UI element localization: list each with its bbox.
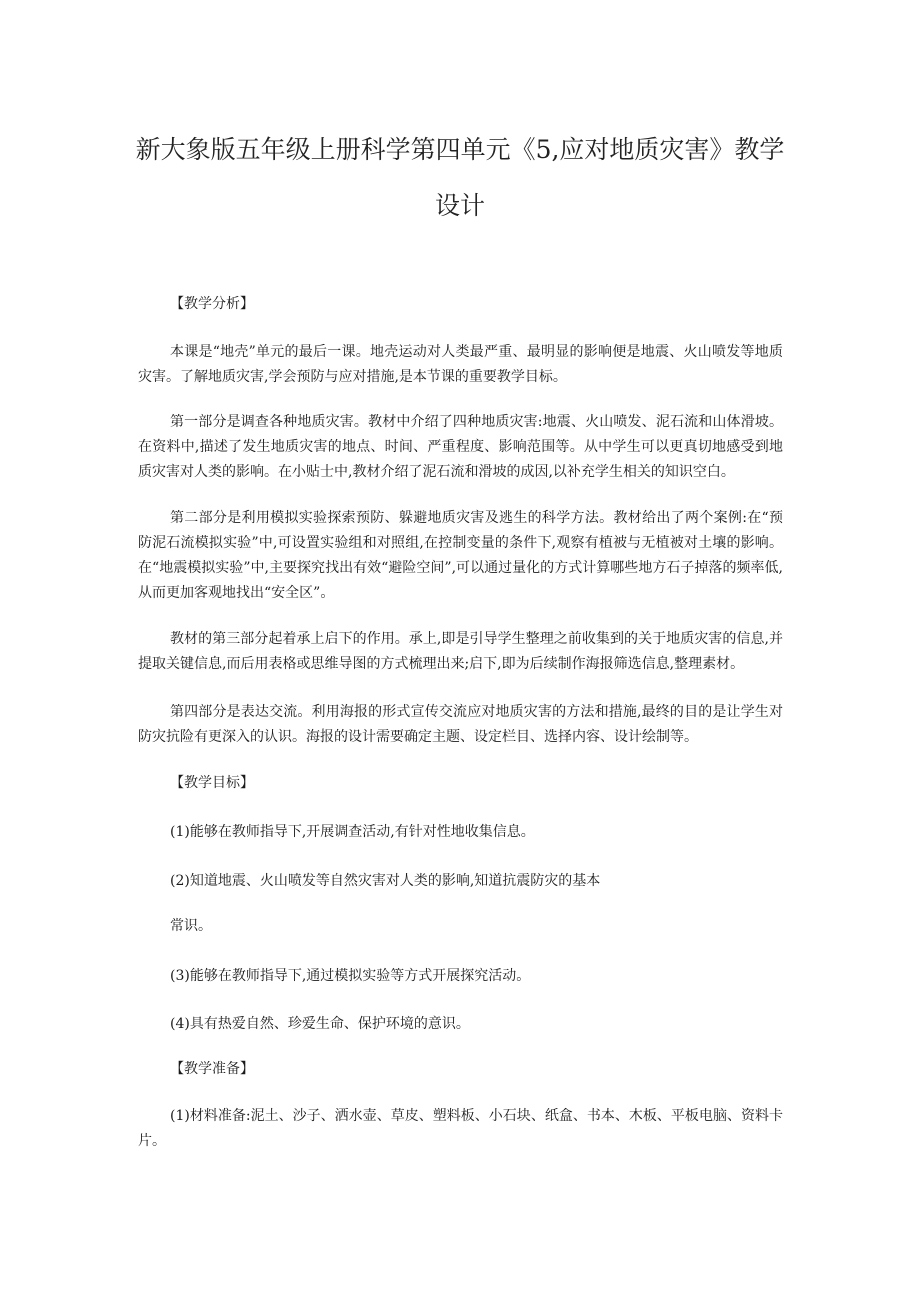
section-heading-preparation: 【教学准备】: [170, 1061, 254, 1077]
analysis-paragraph-2: 第一部分是调查各种地质灾害。教材中介绍了四种地质灾害:地震、火山喷发、泥石流和山体滑坡。在资料中,描述了发生地质灾害的地点、时间、严重程度、影响范围等。从中学生可以更真切地感受到地质灾害对人类的影响。在小贴士中,教材介绍了泥石流和滑坡的成因,以补充学生相关的知识空白。: [138, 414, 783, 480]
objective-item-3: (3)能够在教师指导下,通过模拟实验等方式开展探究活动。: [170, 968, 531, 984]
preparation-item-1: (1)材料准备:泥土、沙子、洒水壶、草皮、塑料板、小石块、纸盒、书本、木板、平板电脑、资料卡片。: [138, 1108, 783, 1149]
analysis-paragraph-5: 第四部分是表达交流。利用海报的形式宣传交流应对地质灾害的方法和措施,最终的目的是让学生对防灾抗险有更深入的认识。海报的设计需要确定主题、设定栏目、选择内容、设计绘制等。: [138, 704, 783, 745]
analysis-paragraph-4: 教材的第三部分起着承上启下的作用。承上,即是引导学生整理之前收集到的关于地质灾害的信息,并提取关键信息,而后用表格或思维导图的方式梳理出来;启下,即为后续制作海报筛选信息,整理素材。: [138, 631, 783, 672]
objective-item-4: (4)具有热爱自然、珍爱生命、保护环境的意识。: [170, 1016, 470, 1032]
objective-item-1: (1)能够在教师指导下,开展调查活动,有针对性地收集信息。: [170, 824, 535, 840]
section-heading-objectives: 【教学目标】: [170, 775, 254, 791]
objective-item-2: (2)知道地震、火山喷发等自然灾害对人类的影响,知道抗震防灾的基本: [170, 873, 601, 889]
section-heading-analysis: 【教学分析】: [170, 296, 254, 312]
document-title: 新大象版五年级上册科学第四单元《5,应对地质灾害》教学设计: [135, 135, 785, 220]
analysis-paragraph-1: 本课是“地壳”单元的最后一课。地壳运动对人类最严重、最明显的影响便是地震、火山喷发等地质灾害。了解地质灾害,学会预防与应对措施,是本节课的重要教学目标。: [138, 344, 783, 385]
objective-item-2-continued: 常识。: [170, 918, 212, 934]
analysis-paragraph-3: 第二部分是利用模拟实验探索预防、躲避地质灾害及逃生的科学方法。教材给出了两个案例:在“预防泥石流模拟实验”中,可设置实验组和对照组,在控制变量的条件下,观察有植被与无植被对土壤的影响。在“地震模拟实验”中,主要探究找出有效“避险空间”,可以通过量化的方式计算哪些地方石子掉落的频率低,从而更加客观地找出“安全区”。: [138, 510, 783, 601]
